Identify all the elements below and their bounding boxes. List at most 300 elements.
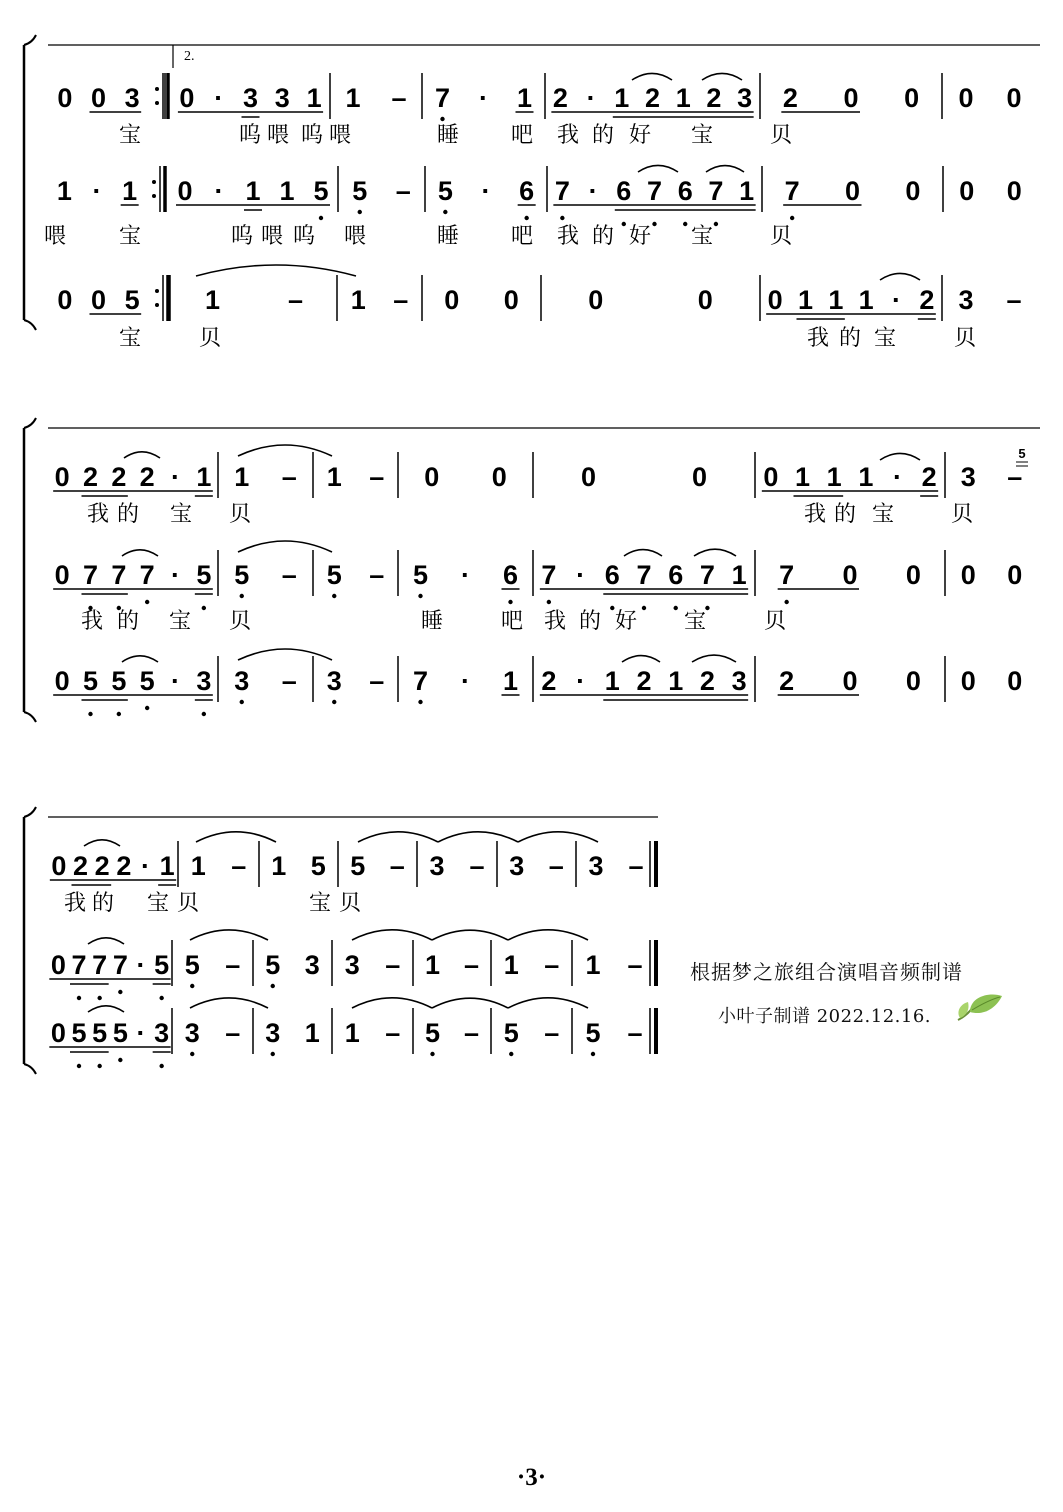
note: 7 [92, 950, 108, 980]
note: 7 [779, 560, 795, 590]
lyric-char: 宝 [690, 123, 714, 148]
slur [352, 930, 432, 940]
measure [438, 176, 534, 220]
lyric-char: 宝 [168, 609, 192, 634]
note: 1 [350, 285, 366, 315]
octave-dot-below [610, 606, 614, 610]
note: 1 [344, 1018, 360, 1048]
octave-dot-below [714, 222, 718, 226]
measure [768, 285, 935, 315]
lyric-char: 的 [833, 502, 857, 527]
note: 0 [444, 285, 460, 315]
measure [185, 950, 241, 988]
lyric-char: 喂 [328, 123, 352, 148]
note: 5 [196, 560, 212, 590]
slur [352, 998, 432, 1008]
measure [504, 950, 560, 980]
measure [413, 666, 518, 704]
note: 5 [71, 1018, 87, 1048]
note: 2 [644, 83, 661, 113]
note: 7 [708, 176, 724, 206]
voice-line [44, 176, 1022, 249]
note: 0 [767, 285, 783, 315]
note: 0 [54, 666, 70, 696]
voice-line [51, 950, 643, 1000]
augmentation-dot: · [576, 560, 586, 590]
measure [785, 176, 921, 220]
lyric-char: 我 [543, 609, 567, 634]
measure [541, 560, 746, 610]
measure [352, 176, 411, 214]
slur [238, 649, 332, 660]
slur [624, 550, 662, 556]
lyric-char: 宝 [118, 326, 142, 351]
slur [238, 541, 332, 552]
note: 1 [196, 462, 212, 492]
octave-dot-below [97, 1064, 101, 1068]
octave-dot-below [271, 1052, 275, 1056]
measure [57, 176, 137, 206]
note: 0 [843, 83, 859, 113]
slur [196, 265, 356, 276]
measure [509, 851, 564, 881]
lyric-char: 睡 [436, 123, 460, 148]
lyric-char: 贝 [228, 609, 252, 634]
note: 0 [51, 851, 67, 881]
lyric-char: 宝 [146, 891, 170, 916]
augmentation-dot: · [136, 950, 146, 980]
note: 0 [50, 1018, 66, 1048]
lyric-char: 喂 [260, 224, 284, 249]
lyric-char: 的 [578, 609, 602, 634]
lyric-char: 贝 [228, 502, 252, 527]
note: 1 [159, 851, 175, 881]
note: 0 [1007, 666, 1023, 696]
measure [51, 1018, 169, 1068]
note: 1 [234, 462, 250, 492]
dash-sustain: – [548, 851, 564, 881]
lyric-char: 我 [556, 123, 580, 148]
grace-note: 5 [1018, 446, 1026, 461]
augmentation-dot: · [214, 176, 224, 206]
note: 3 [154, 1018, 170, 1048]
octave-dot-below [77, 996, 81, 1000]
note: 0 [54, 560, 70, 590]
octave-dot-below [190, 1052, 194, 1056]
measure [588, 851, 643, 881]
note: 0 [588, 285, 604, 315]
note: 0 [842, 560, 858, 590]
augmentation-dot: · [481, 176, 491, 206]
augmentation-dot: · [171, 560, 180, 590]
augmentation-dot: · [576, 666, 586, 696]
lyric-char: 呜 [238, 123, 262, 148]
octave-dot-below [622, 222, 626, 226]
note: 2 [706, 83, 722, 113]
slur [438, 832, 518, 842]
note: 2 [82, 462, 99, 492]
measure [234, 560, 297, 598]
bracket-bottom-hook [24, 1064, 36, 1074]
measure [185, 1018, 241, 1056]
note: 5 [585, 1018, 601, 1048]
note: 0 [905, 666, 921, 696]
note: 1 [858, 462, 874, 492]
lyric-char: 宝 [169, 502, 193, 527]
note: 5 [265, 950, 281, 980]
note: 3 [737, 83, 753, 113]
measure [51, 851, 174, 881]
octave-dot-below [77, 1064, 81, 1068]
lyric-char: 吧 [510, 224, 534, 249]
lyric-char: 贝 [769, 224, 793, 249]
note: 0 [1007, 560, 1023, 590]
slurs [84, 73, 920, 1012]
note: 7 [541, 560, 557, 590]
note: 2 [779, 666, 795, 696]
note: 0 [503, 285, 519, 315]
octave-dot-below [443, 210, 447, 214]
note: 1 [675, 83, 691, 113]
dash-sustain: – [389, 851, 405, 881]
note: 1 [306, 83, 322, 113]
note: 6 [616, 176, 632, 206]
credit-author-date: 小叶子制谱 2022.12.16. [718, 1006, 932, 1027]
lyric-char: 睡 [420, 609, 444, 634]
voice-line [57, 285, 1021, 351]
lyric-char: 贝 [950, 502, 974, 527]
measure [205, 285, 303, 315]
repeat-dot [152, 180, 156, 184]
note: 2 [139, 462, 155, 492]
note: 5 [124, 285, 140, 315]
lyric-char: 我 [803, 502, 827, 527]
augmentation-dot: · [461, 666, 470, 696]
octave-dot-below [118, 1058, 122, 1062]
dash-sustain: – [1007, 462, 1023, 492]
note: 0 [57, 285, 73, 315]
octave-dot-below [202, 606, 206, 610]
lyric-char: 呜 [292, 224, 316, 249]
note: 7 [111, 560, 127, 590]
octave-dot-below [271, 984, 275, 988]
note: 7 [139, 560, 155, 590]
lyric-char: 宝 [871, 502, 895, 527]
slur [190, 930, 268, 940]
volta-bracket [184, 49, 195, 64]
note: 1 [304, 1018, 320, 1048]
note: 6 [604, 560, 620, 590]
note: 3 [274, 83, 290, 113]
octave-dot-below [358, 210, 362, 214]
note: 6 [519, 176, 535, 206]
note: 7 [636, 560, 652, 590]
octave-dot-below [319, 216, 323, 220]
measure [961, 666, 1023, 696]
note: 0 [177, 176, 193, 206]
note: 0 [57, 83, 73, 113]
note: 1 [828, 285, 844, 315]
note: 5 [112, 1018, 128, 1048]
measure [958, 285, 1021, 315]
score-system [24, 35, 1022, 351]
note: 0 [90, 285, 107, 315]
note: 7 [71, 950, 87, 980]
note: 7 [646, 176, 663, 206]
measure [51, 950, 169, 1000]
note: 3 [960, 462, 976, 492]
measure [763, 462, 936, 492]
measure [959, 176, 1022, 206]
octave-dot-below [88, 712, 92, 716]
measure [351, 285, 409, 315]
note: 1 [731, 560, 747, 590]
note: 3 [124, 83, 140, 113]
note: 1 [739, 176, 755, 206]
note: 1 [503, 950, 519, 980]
lyric-char: 我 [806, 326, 830, 351]
lyric-char: 的 [838, 326, 862, 351]
note: 2 [919, 285, 935, 315]
measure [961, 462, 1023, 492]
lyric-char: 我 [86, 502, 110, 527]
note: 5 [139, 666, 155, 696]
octave-dot-below [145, 706, 149, 710]
octave-dot-below [440, 117, 444, 121]
bracket-bottom-hook [24, 320, 36, 330]
lyric-char: 贝 [198, 326, 222, 351]
dash-sustain: – [393, 285, 409, 315]
measure [234, 666, 297, 704]
augmentation-dot: · [479, 83, 488, 113]
note: 5 [154, 950, 170, 980]
measure [345, 950, 401, 980]
octave-dot-below [159, 996, 163, 1000]
note: 3 [184, 1018, 200, 1048]
dash-sustain: – [1006, 285, 1022, 315]
note: 0 [842, 666, 858, 696]
volta-label: 2. [184, 49, 195, 64]
octave-dot-below [790, 216, 794, 220]
note: 7 [554, 176, 570, 206]
note: 7 [784, 176, 800, 206]
note: 0 [179, 83, 195, 113]
note: 0 [697, 285, 713, 315]
note: 7 [412, 666, 429, 696]
voice-line [57, 83, 1021, 148]
slur [880, 453, 920, 460]
note: 0 [691, 462, 708, 492]
octave-dot-below [524, 216, 528, 220]
lyric-char: 呜 [300, 123, 324, 148]
note: 1 [604, 666, 620, 696]
note: 1 [797, 285, 814, 315]
octave-dot-below [145, 600, 149, 604]
note: 6 [502, 560, 519, 590]
note: 5 [326, 560, 342, 590]
measure [265, 950, 320, 988]
note: 3 [326, 666, 342, 696]
note: 7 [699, 560, 715, 590]
repeat-dot [152, 194, 156, 198]
measure [55, 560, 212, 610]
note: 1 [826, 462, 842, 492]
octave-dot-below [642, 606, 646, 610]
lyric-char: 宝 [690, 224, 714, 249]
note: 3 [304, 950, 320, 980]
note: 0 [904, 83, 920, 113]
lyric-char: 贝 [338, 891, 362, 916]
note: 0 [1006, 176, 1022, 206]
dash-sustain: – [627, 1018, 643, 1048]
octave-dot-below [190, 984, 194, 988]
measure [345, 83, 406, 113]
note: 5 [82, 666, 99, 696]
measure [541, 666, 746, 696]
note: 3 [265, 1018, 281, 1048]
octave-dot-below [332, 700, 336, 704]
lyric-char: 宝 [873, 326, 897, 351]
note: 3 [196, 666, 212, 696]
measure [55, 462, 212, 492]
note: 0 [960, 666, 976, 696]
lyric-char: 我 [80, 609, 104, 634]
note: 5 [234, 560, 250, 590]
measure [327, 666, 385, 704]
dash-sustain: – [385, 1018, 401, 1048]
octave-dot-below [97, 996, 101, 1000]
dash-sustain: – [544, 1018, 560, 1048]
augmentation-dot: · [141, 851, 150, 881]
octave-dot-below [418, 594, 422, 598]
slur [508, 930, 588, 940]
dash-sustain: – [369, 560, 385, 590]
slur [622, 656, 660, 662]
octave-dot-below [118, 990, 122, 994]
slur [122, 656, 158, 662]
note: 1 [585, 950, 601, 980]
augmentation-dot: · [461, 560, 470, 590]
measure [265, 1018, 320, 1056]
note: 3 [731, 666, 747, 696]
note: 2 [111, 462, 127, 492]
note: 0 [424, 462, 440, 492]
octave-dot-below [332, 594, 336, 598]
slur [190, 998, 268, 1008]
measure [779, 560, 921, 604]
octave-dot-below [240, 594, 244, 598]
augmentation-dot: · [586, 83, 596, 113]
note: 5 [92, 1018, 108, 1048]
octave-dot-below [547, 600, 551, 604]
lyric-char: 宝 [118, 123, 142, 148]
note: 2 [921, 462, 937, 492]
measure [57, 285, 139, 315]
dash-sustain: – [287, 285, 304, 315]
octave-dot-below [202, 712, 206, 716]
note: 1 [345, 83, 361, 113]
slur [358, 832, 438, 842]
augmentation-dot: · [136, 1018, 146, 1048]
measure [424, 462, 507, 492]
bracket-bottom-hook [24, 712, 36, 722]
slur [432, 998, 508, 1008]
note: 1 [122, 176, 138, 206]
augmentation-dot: · [214, 83, 224, 113]
measure [555, 176, 754, 226]
note: 5 [412, 560, 429, 590]
augmentation-dot: · [171, 462, 180, 492]
voice-line [55, 666, 1023, 716]
note: 1 [858, 285, 874, 315]
measure [413, 560, 518, 604]
voice-line [51, 851, 643, 916]
page-number: ·3· [516, 1464, 547, 1491]
dash-sustain: – [231, 851, 247, 881]
octave-dot-below [674, 606, 678, 610]
note: 5 [310, 851, 326, 881]
lyric-char: 吧 [500, 609, 524, 634]
note: 0 [54, 462, 70, 492]
note: 0 [1006, 83, 1022, 113]
slur [638, 165, 678, 172]
note: 1 [424, 950, 441, 980]
measure [55, 666, 212, 716]
dash-sustain: – [281, 560, 297, 590]
measure [271, 851, 326, 881]
note: 0 [958, 83, 974, 113]
note: 2 [552, 83, 568, 113]
measure [425, 950, 479, 980]
note: 0 [960, 560, 976, 590]
octave-dot-below [560, 216, 564, 220]
note: 1 [56, 176, 72, 206]
lyric-char: 喂 [43, 224, 67, 249]
measure [961, 560, 1023, 590]
lyric-char: 的 [591, 123, 615, 148]
lyric-char: 的 [91, 891, 115, 916]
slur [692, 655, 736, 662]
note: 2 [541, 666, 557, 696]
lyric-char: 贝 [176, 891, 200, 916]
measure [958, 83, 1021, 113]
augmentation-dot: · [892, 285, 901, 315]
dash-sustain: – [281, 666, 297, 696]
augmentation-dot: · [588, 176, 598, 206]
note: 5 [184, 950, 200, 980]
repeat-dot [155, 303, 159, 307]
note: 2 [699, 666, 715, 696]
dash-sustain: – [627, 950, 643, 980]
slur [432, 930, 508, 940]
octave-dot-below [240, 700, 244, 704]
note: 0 [90, 83, 107, 113]
note: 3 [509, 851, 525, 881]
note: 1 [502, 666, 519, 696]
lyric-char: 好 [614, 609, 638, 634]
bracket-top-hook [24, 807, 36, 817]
slur [706, 166, 744, 172]
measure [429, 851, 484, 881]
lyric-char: 贝 [769, 123, 793, 148]
slur [518, 832, 598, 842]
repeat-dot [155, 87, 159, 91]
slur [238, 445, 332, 456]
lyric-char: 宝 [118, 224, 142, 249]
bracket-top-hook [24, 35, 36, 45]
dash-sustain: – [369, 666, 385, 696]
octave-dot-below [591, 1052, 595, 1056]
